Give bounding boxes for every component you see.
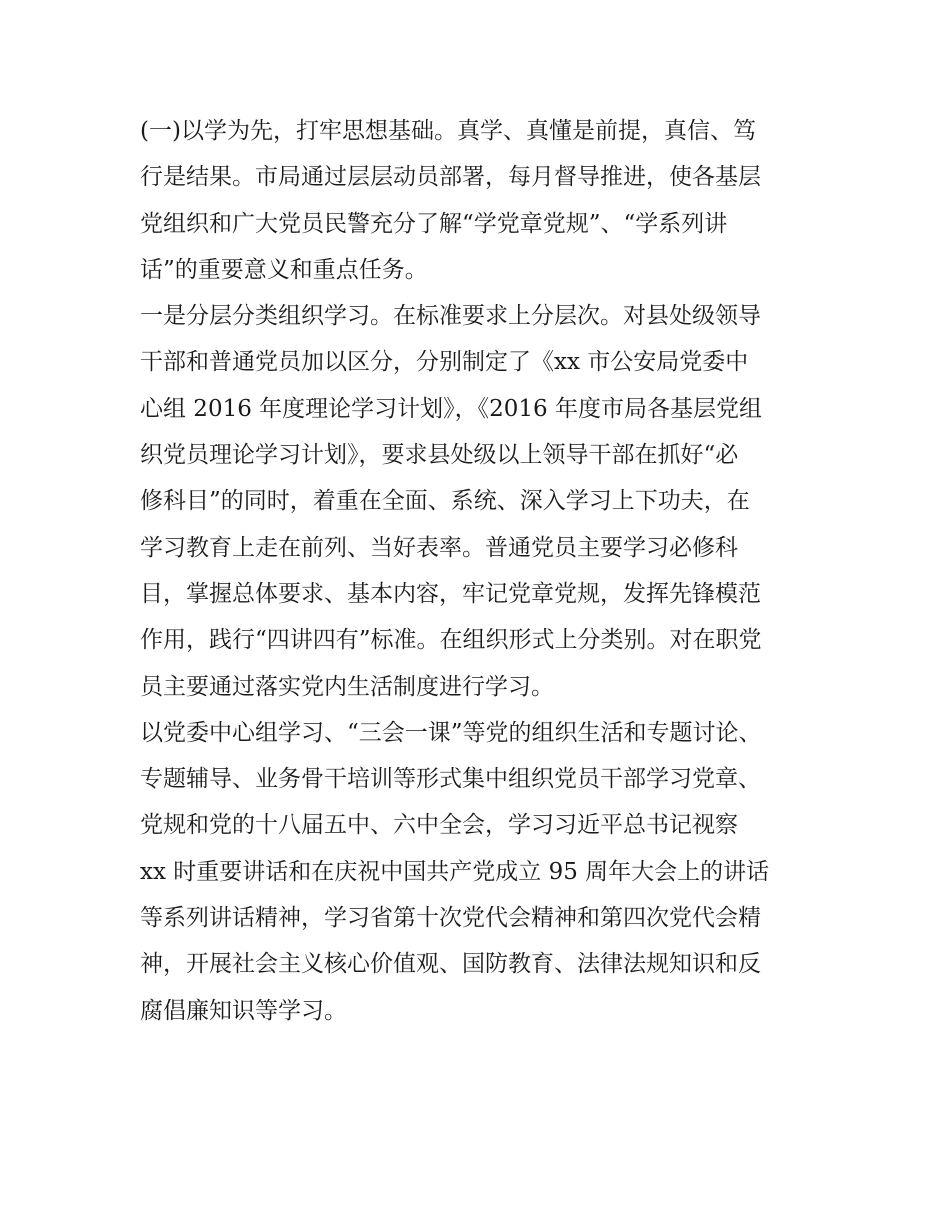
text-line-17: xx 时重要讲话和在庆祝中国共产党成立 95 周年大会上的讲话: [140, 858, 770, 885]
text-line-6: 干部和普通党员加以区分，分别制定了《xx 市公安局党委中: [140, 349, 749, 376]
text-line-11: 目，掌握总体要求、基本内容，牢记党章党规，发挥先锋模范: [140, 580, 761, 607]
text-line-13: 员主要通过落实党内生活制度进行学习。: [140, 673, 554, 700]
text-line-19: 神，开展社会主义核心价值观、国防教育、法律法规知识和反: [140, 951, 761, 978]
text-line-18: 等系列讲话精神，学习省第十次党代会精神和第四次党代会精: [140, 905, 761, 932]
text-line-3: 党组织和广大党员民警充分了解“学党章党规”、“学系列讲: [140, 210, 728, 237]
text-line-10: 学习教育上走在前列、当好表率。普通党员主要学习必修科: [140, 534, 738, 561]
text-line-1: (一)以学为先，打牢思想基础。真学、真懂是前提，真信、笃: [140, 118, 756, 144]
text-line-20: 腐倡廉知识等学习。: [140, 997, 347, 1024]
text-line-12: 作用，践行“四讲四有”标准。在组织形式上分类别。对在职党: [140, 627, 762, 654]
text-line-15: 专题辅导、业务骨干培训等形式集中组织党员干部学习党章、: [140, 766, 761, 793]
text-line-8: 织党员理论学习计划》，要求县处级以上领导干部在抓好“必: [140, 442, 739, 469]
text-line-5: 一是分层分类组织学习。在标准要求上分层次。对县处级领导: [140, 303, 761, 330]
text-line-4: 话”的重要意义和重点任务。: [140, 256, 428, 283]
text-line-14: 以党委中心组学习、“三会一课”等党的组织生活和专题讨论、: [140, 719, 762, 746]
text-line-7: 心组 2016 年度理论学习计划》，《2016 年度市局各基层党组: [140, 395, 762, 422]
text-line-9: 修科目”的同时，着重在全面、系统、深入学习上下功夫，在: [140, 488, 750, 515]
text-line-16: 党规和党的十八届五中、六中全会，学习习近平总书记视察: [140, 812, 738, 839]
text-line-2: 行是结果。市局通过层层动员部署，每月督导推进，使各基层: [140, 164, 761, 191]
document-body: [140, 108, 816, 1034]
